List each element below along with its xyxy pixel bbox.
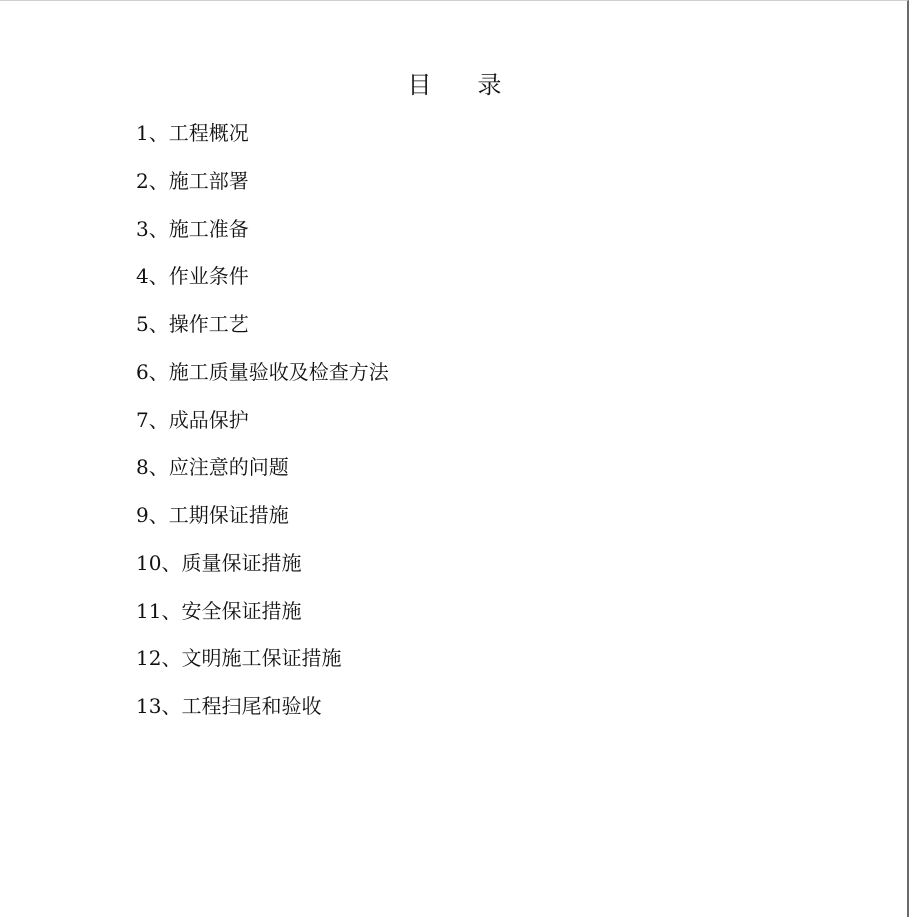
- toc-item: 12、文明施工保证措施: [136, 646, 342, 671]
- toc-item: 10、质量保证措施: [136, 550, 302, 575]
- toc-item: 5、操作工艺: [136, 312, 249, 336]
- toc-item: 1、工程概况: [136, 121, 249, 145]
- toc-item: 6、施工质量验收及检查方法: [136, 359, 389, 384]
- toc-item: 3、施工准备: [136, 216, 249, 241]
- toc-item: 9、工期保证措施: [136, 503, 289, 527]
- table-of-contents: [136, 117, 389, 738]
- toc-item: 2、施工部署: [136, 168, 249, 193]
- toc-item: 8、应注意的问题: [136, 455, 289, 480]
- toc-item: 7、成品保护: [136, 407, 249, 432]
- toc-item: 13、工程扫尾和验收: [136, 694, 322, 718]
- toc-item: 4、作业条件: [136, 264, 249, 289]
- toc-item: 11、安全保证措施: [136, 598, 302, 623]
- page-title: 目录: [407, 71, 548, 99]
